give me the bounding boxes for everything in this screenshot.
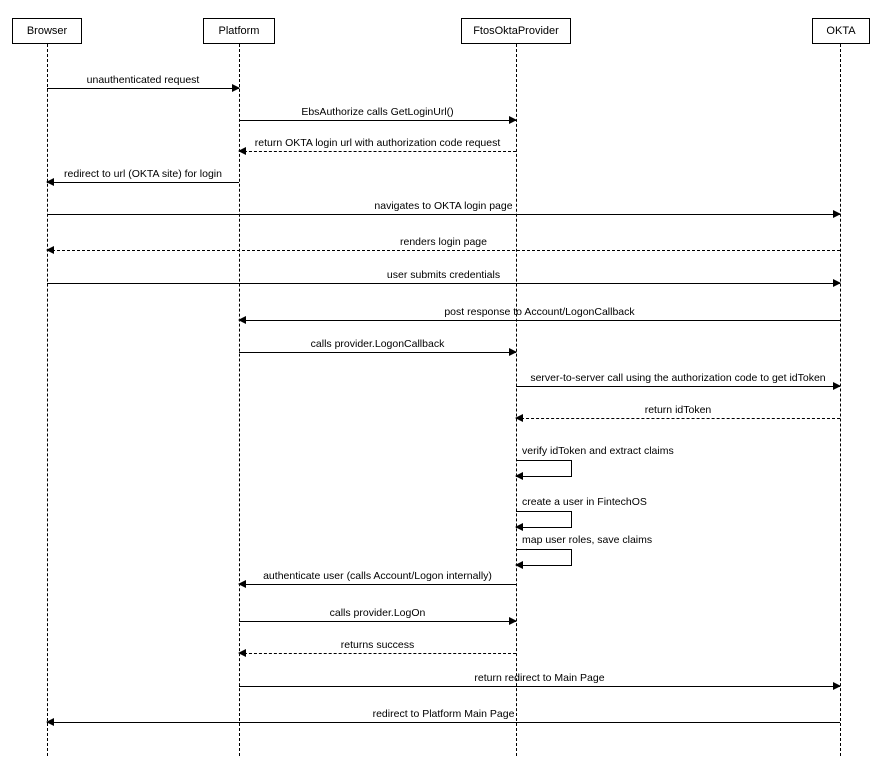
self-message-line-right <box>571 549 572 565</box>
message-label: post response to Account/LogonCallback <box>444 306 635 318</box>
message-label: authenticate user (calls Account/Logon internally) <box>263 570 492 582</box>
participant-box-platform <box>203 18 275 44</box>
message-arrow <box>47 200 840 215</box>
message-label: redirect to url (OKTA site) for login <box>64 168 222 180</box>
self-message-line-bottom <box>516 565 572 566</box>
arrowhead-icon <box>515 561 523 569</box>
self-message <box>516 534 653 565</box>
message-arrow <box>239 306 840 321</box>
participant-label: Browser <box>26 25 68 37</box>
message-line <box>239 686 840 687</box>
self-message-line-top <box>516 549 572 550</box>
message-label: returns success <box>340 639 415 651</box>
message-arrow <box>239 672 840 687</box>
message-arrow <box>239 137 516 152</box>
message-line <box>239 151 516 152</box>
message-arrow <box>239 338 516 353</box>
message-line <box>239 120 516 121</box>
self-message-line-top <box>516 460 572 461</box>
arrowhead-icon <box>515 472 523 480</box>
message-line <box>47 88 239 89</box>
message-arrow <box>47 168 239 183</box>
message-label: renders login page <box>400 236 487 248</box>
message-arrow <box>239 570 516 585</box>
message-line <box>47 214 840 215</box>
message-label: redirect to Platform Main Page <box>372 708 515 720</box>
message-label: EbsAuthorize calls GetLoginUrl() <box>301 106 454 118</box>
message-arrow <box>516 372 840 387</box>
message-line <box>239 352 516 353</box>
arrowhead-icon <box>515 523 523 531</box>
message-line <box>516 386 840 387</box>
message-label: map user roles, save claims <box>522 534 653 546</box>
message-label: calls provider.LogonCallback <box>310 338 445 350</box>
message-line <box>516 418 840 419</box>
message-label: return idToken <box>644 404 712 416</box>
message-line <box>239 584 516 585</box>
self-message-line-right <box>571 460 572 476</box>
message-label: return redirect to Main Page <box>474 672 605 684</box>
participant-label: OKTA <box>826 25 856 37</box>
message-arrow <box>47 236 840 251</box>
message-label: verify idToken and extract claims <box>522 445 674 457</box>
message-arrow <box>239 639 516 654</box>
message-arrow <box>47 269 840 284</box>
message-label: return OKTA login url with authorization code request <box>254 137 501 149</box>
participant-box-browser <box>12 18 82 44</box>
self-message-line-bottom <box>516 476 572 477</box>
message-arrow <box>516 404 840 419</box>
self-message <box>516 496 647 527</box>
message-arrow <box>239 607 516 622</box>
self-message-line-bottom <box>516 527 572 528</box>
lifeline-okta <box>840 44 841 756</box>
message-label: navigates to OKTA login page <box>374 200 513 212</box>
message-label: create a user in FintechOS <box>522 496 647 508</box>
message-label: unauthenticated request <box>86 74 200 86</box>
message-line <box>239 621 516 622</box>
message-arrow <box>239 106 516 121</box>
self-message <box>516 445 674 476</box>
message-label: user submits credentials <box>386 269 501 281</box>
participant-label: FtosOktaProvider <box>473 25 559 37</box>
participant-box-ftosoktaprovider <box>461 18 571 44</box>
lifeline-browser <box>47 44 48 756</box>
self-message-line-top <box>516 511 572 512</box>
message-line <box>47 250 840 251</box>
lifeline-ftosoktaprovider <box>516 44 517 756</box>
message-line <box>47 182 239 183</box>
message-line <box>239 320 840 321</box>
message-label: server-to-server call using the authorization code to get idToken <box>530 372 826 384</box>
message-arrow <box>47 74 239 89</box>
message-line <box>239 653 516 654</box>
message-arrow <box>47 708 840 723</box>
self-message-line-right <box>571 511 572 527</box>
participant-box-okta <box>812 18 870 44</box>
message-line <box>47 722 840 723</box>
participant-label: Platform <box>218 25 260 37</box>
message-line <box>47 283 840 284</box>
message-label: calls provider.LogOn <box>329 607 426 619</box>
